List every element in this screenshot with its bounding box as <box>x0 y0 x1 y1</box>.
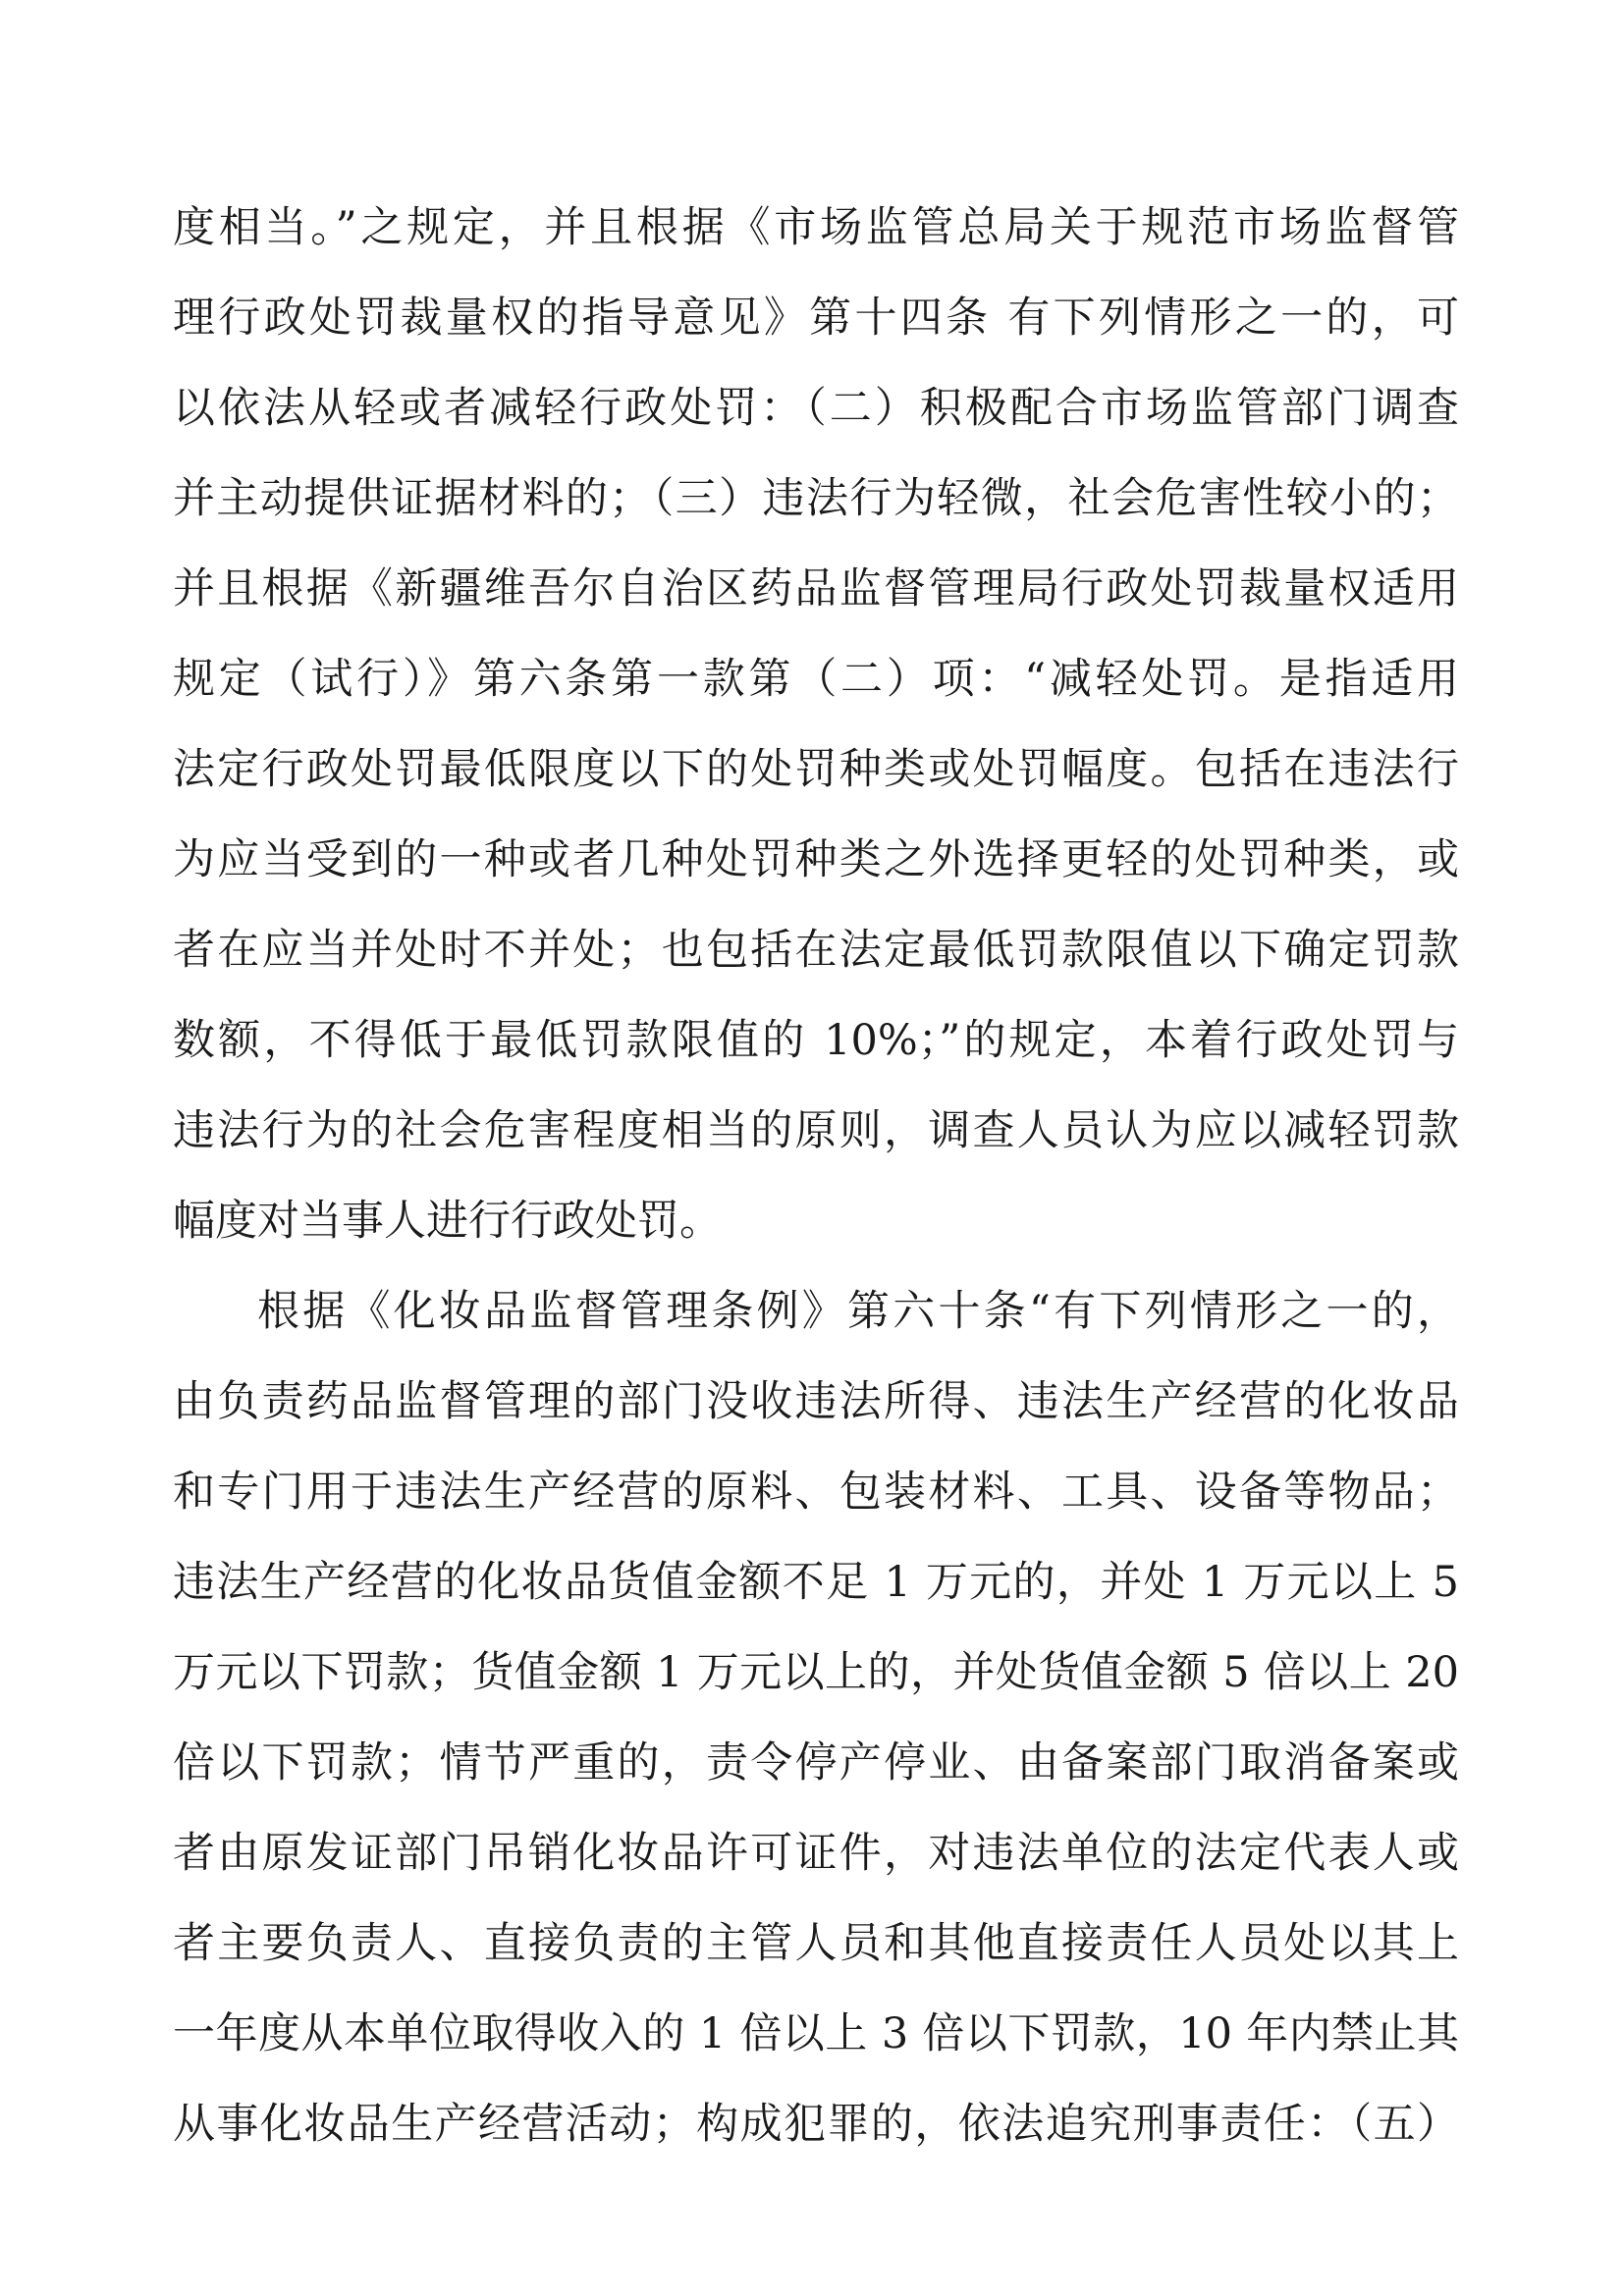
text-line: 法定行政处罚最低限度以下的处罚种类或处罚幅度。包括在违法行 <box>173 745 1459 794</box>
text-line: 者由原发证部门吊销化妆品许可证件，对违法单位的法定代表人或 <box>173 1829 1459 1878</box>
text-line: 并且根据《新疆维吾尔自治区药品监督管理局行政处罚裁量权适用 <box>173 564 1459 614</box>
text-line: 从事化妆品生产经营活动；构成犯罪的，依法追究刑事责任：（五） <box>173 2100 1459 2149</box>
text-line: 规定（试行）》第六条第一款第（二）项：“减轻处罚。是指适用 <box>173 655 1459 704</box>
text-line: 违法生产经营的化妆品货值金额不足 1 万元的，并处 1 万元以上 5 <box>173 1558 1459 1607</box>
text-line: 倍以下罚款；情节严重的，责令停产停业、由备案部门取消备案或 <box>173 1738 1459 1788</box>
text-line: 度相当。”之规定，并且根据《市场监管总局关于规范市场监督管 <box>173 203 1459 252</box>
text-line: 根据《化妆品监督管理条例》第六十条“有下列情形之一的， <box>257 1287 1459 1336</box>
text-line: 者主要负责人、直接负责的主管人员和其他直接责任人员处以其上 <box>173 1919 1459 1968</box>
text-line: 以依法从轻或者减轻行政处罚：（二）积极配合市场监管部门调查 <box>173 384 1459 433</box>
text-line: 幅度对当事人进行行政处罚。 <box>173 1197 722 1246</box>
text-line: 违法行为的社会危害程度相当的原则，调查人员认为应以减轻罚款 <box>173 1106 1459 1155</box>
text-line: 和专门用于违法生产经营的原料、包装材料、工具、设备等物品； <box>173 1468 1459 1517</box>
text-line: 者在应当并处时不并处；也包括在法定最低罚款限值以下确定罚款 <box>173 926 1459 975</box>
text-line: 并主动提供证据材料的；（三）违法行为轻微，社会危害性较小的； <box>173 474 1459 523</box>
text-line: 为应当受到的一种或者几种处罚种类之外选择更轻的处罚种类，或 <box>173 835 1459 884</box>
text-line: 万元以下罚款；货值金额 1 万元以上的，并处货值金额 5 倍以上 20 <box>173 1648 1459 1697</box>
text-line: 理行政处罚裁量权的指导意见》第十四条 有下列情形之一的，可 <box>173 294 1459 343</box>
text-line: 一年度从本单位取得收入的 1 倍以上 3 倍以下罚款，10 年内禁止其 <box>173 2009 1459 2058</box>
text-line: 数额，不得低于最低罚款限值的 10%；”的规定，本着行政处罚与 <box>173 1016 1459 1065</box>
text-line: 由负责药品监督管理的部门没收违法所得、违法生产经营的化妆品 <box>173 1377 1459 1426</box>
